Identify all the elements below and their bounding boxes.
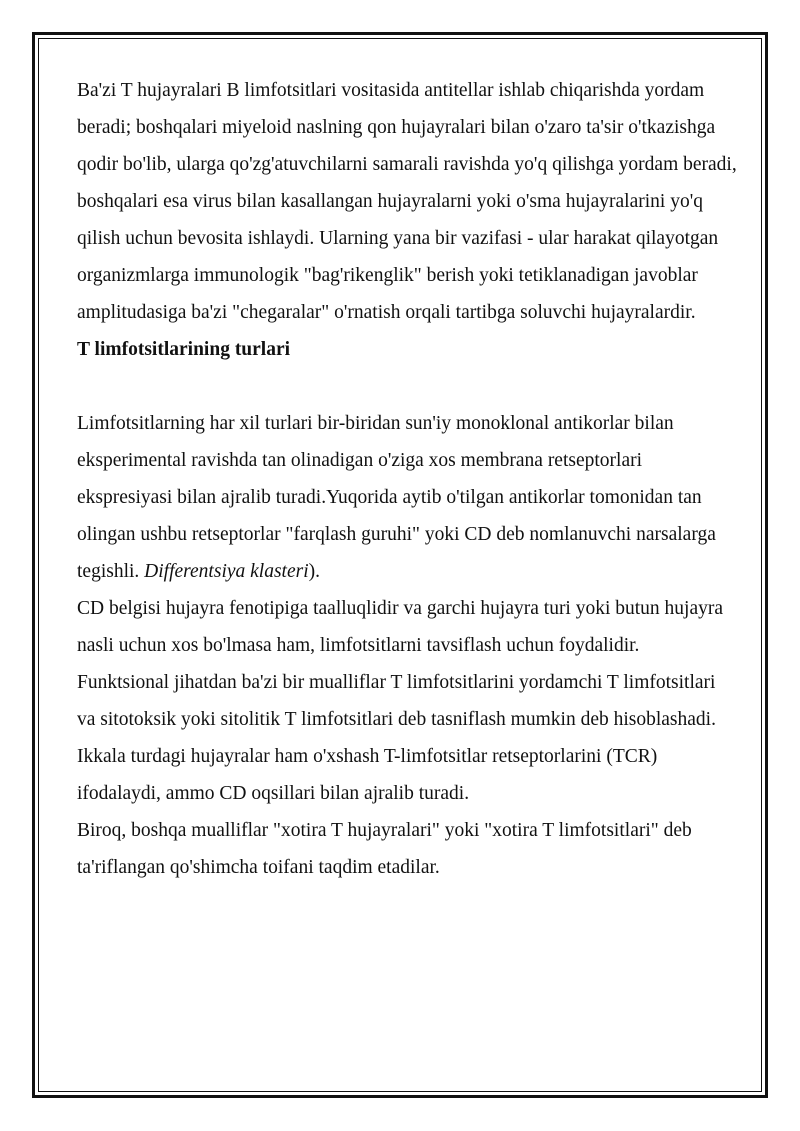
paragraph-lymphocyte-types bbox=[77, 405, 737, 590]
document-body bbox=[77, 72, 737, 886]
paragraph-functional-classification: Funktsional jihatdan ba'zi bir mualliflar T limfotsitlarini yordamchi T limfotsitlari va sitotoksik yoki sitolitik T limfotsitlari deb tasniflash mumkin deb hisoblashadi. Ikkala turdagi hujayralar ham o'xshash T-limfotsitlar retseptorlarini (TCR) ifodalaydi, ammo CD oqsillari bilan ajralib turadi. bbox=[77, 672, 716, 804]
paragraph-lymphocyte-types-text: Limfotsitlarning har xil turlari bir-biridan sun'iy monoklonal antikorlar bilan eksperimental ravishda tan olinadigan o'ziga xos membrana retseptorlari ekspresiyasi bilan ajralib turadi.Yuqorida aytib o'tilgan antikorlar tomonidan tan olingan ushbu retseptorlar "farqlash guruhi" yoki CD deb nomlanuvchi narsalarga tegishli. bbox=[77, 413, 716, 582]
paragraph-lymphocyte-types-end: ). bbox=[308, 561, 321, 582]
section-heading: T limfotsitlarining turlari bbox=[77, 339, 291, 360]
paragraph-memory-cells: Biroq, boshqa mualliflar "xotira T hujayralari" yoki "xotira T limfotsitlari" deb ta'riflangan qo'shimcha toifani taqdim etadilar. bbox=[77, 820, 692, 878]
paragraph-cd-marker: CD belgisi hujayra fenotipiga taalluqlidir va garchi hujayra turi yoki butun hujayra nasli uchun xos bo'lmasa ham, limfotsitlarni tavsiflash uchun foydalidir. bbox=[77, 598, 724, 656]
italic-term: Differentsiya klasteri bbox=[144, 561, 309, 582]
paragraph-t-cell-functions: Ba'zi T hujayralari B limfotsitlari vositasida antitellar ishlab chiqarishda yordam beradi; boshqalari miyeloid naslning qon hujayralari bilan o'zaro ta'sir o'tkazishga qodir bo'lib, ularga qo'zg'atuvchilarni samarali ravishda yo'q qilishga yordam beradi, boshqalari esa virus bilan kasallangan hujayralarni yoki o'sma hujayralarini yo'q qilish uchun bevosita ishlaydi. Ularning yana bir vazifasi - ular harakat qilayotgan organizmlarga immunologik "bag'rikenglik" berish yoki tetiklanadigan javoblar amplitudasiga ba'zi "chegaralar" o'rnatish orqali tartibga soluvchi hujayralardir. bbox=[77, 80, 737, 323]
blank-line bbox=[77, 368, 737, 405]
